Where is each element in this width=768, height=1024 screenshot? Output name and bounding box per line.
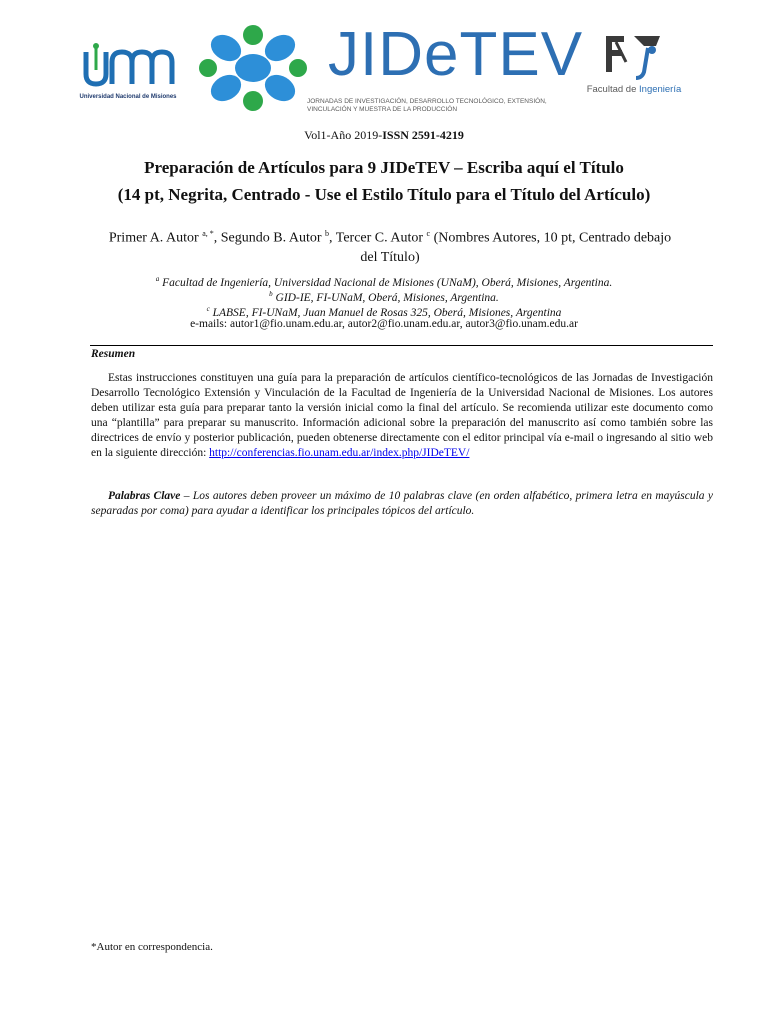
affiliation-a-text: Facultad de Ingeniería, Universidad Nacional de Misiones (UNaM), Oberá, Misiones, Argentina. xyxy=(159,276,613,289)
event-subtitle: JORNADAS DE INVESTIGACIÓN, DESARROLLO TECNOLÓGICO, EXTENSIÓN, VINCULACIÓN Y MUESTRA DE LA PRODUCCIÓN xyxy=(307,98,547,113)
volume-line xyxy=(0,128,768,143)
author-3: , Tercer C. Autor xyxy=(329,230,427,246)
abstract-body xyxy=(91,371,713,461)
emails: e-mails: autor1@fio.unam.edu.ar, autor2@fio.unam.edu.ar, autor3@fio.unam.edu.ar xyxy=(190,318,578,330)
author-2-sup: b xyxy=(325,229,329,238)
footnote: *Autor en correspondencia. xyxy=(91,941,213,953)
article-title-line1: Preparación de Artículos para 9 JIDeTEV – Escriba aquí el Título xyxy=(144,158,624,177)
header-banner xyxy=(78,18,690,118)
abstract-heading: Resumen xyxy=(91,348,136,360)
jidetev-emblem xyxy=(198,23,308,113)
affiliation-c-text: LABSE, FI-UNaM, Juan Manuel de Rosas 325, Oberá, Misiones, Argentina xyxy=(209,306,562,319)
authors xyxy=(100,224,680,267)
keywords-text: – Los autores deben proveer un máximo de 10 palabras clave (en orden alfabético, primera letra en mayúscula y separadas por coma) para ayudar a identificar los principales tópicos del artículo. xyxy=(91,490,713,517)
keywords-label: Palabras Clave xyxy=(108,490,181,502)
volume-prefix: Vol1-Año 2019- xyxy=(304,128,383,142)
molecule-icon xyxy=(198,23,308,113)
authors-note: (Nombres Autores, 10 pt, Centrado debajo del Título) xyxy=(360,230,672,265)
author-1: Primer A. Autor xyxy=(108,230,203,246)
fi-logo-icon xyxy=(578,28,690,83)
affiliation-c-sup: c xyxy=(206,305,210,313)
divider xyxy=(90,345,713,346)
affiliation-a-sup: a xyxy=(155,275,160,283)
author-3-sup: c xyxy=(426,229,431,238)
faculty-logo xyxy=(578,28,690,108)
unam-logo-icon xyxy=(78,40,178,90)
affiliation-b-text: GID-IE, FI-UNaM, Oberá, Misiones, Argentina. xyxy=(272,291,499,304)
keywords xyxy=(91,489,713,519)
unam-logo xyxy=(78,40,178,120)
event-title: JIDeTEV xyxy=(328,20,584,89)
faculty-highlight: Ingeniería xyxy=(639,84,682,95)
conference-link[interactable]: http://conferencias.fio.unam.edu.ar/index.php/JIDeTEV/ xyxy=(209,447,470,459)
faculty-name xyxy=(578,84,690,95)
faculty-prefix: Facultad de xyxy=(586,84,640,95)
author-2: , Segundo B. Autor xyxy=(213,230,325,246)
author-1-sup: a, * xyxy=(202,229,214,238)
unam-logo-text: Universidad Nacional de Misiones xyxy=(79,94,177,100)
affiliation-b-sup: b xyxy=(269,290,273,298)
abstract-text: Estas instrucciones constituyen una guía para la preparación de artículos científico-tecnológicos de las Jornadas de Investigación Desarrollo Tecnológico Extensión y Vinculación de la Facultad de Ingeniería de la Universidad Nacional de Misiones. Los autores deben utilizar esta guía para preparar tanto la versión inicial como la final del artículo. Se recomienda utilizar este documento como una “plantilla” para preparar su manuscrito. Información adicional sobre la preparación del manuscrito así como también sobre las directrices de envío y posterior publicación, pueden obtenerse directamente con el editor principal vía e-mail o ingresando al sitio web en la siguiente dirección: xyxy=(91,372,713,459)
issn: ISSN 2591-4219 xyxy=(382,128,464,142)
article-title-line2: (14 pt, Negrita, Centrado - Use el Estilo Título para el Título del Artículo) xyxy=(117,185,651,204)
